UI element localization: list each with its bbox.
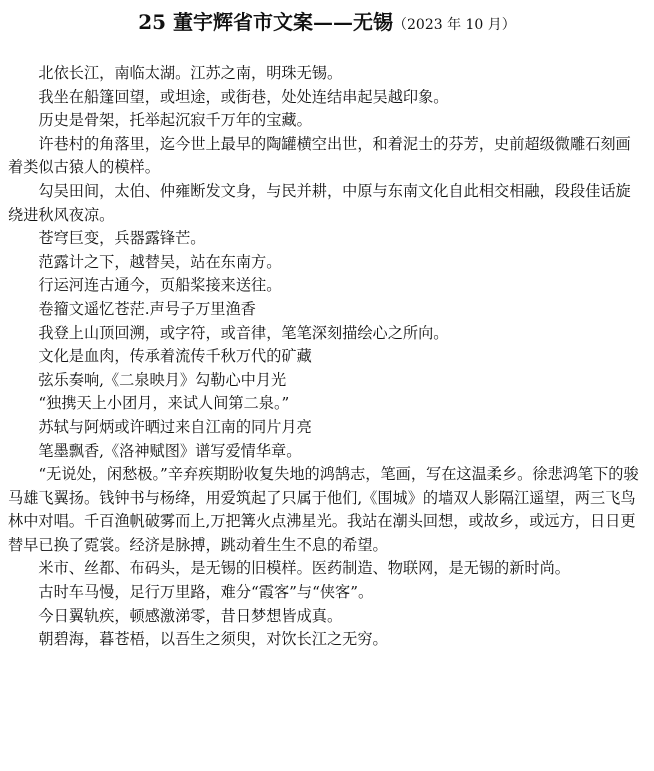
document-header xyxy=(0,8,654,39)
paragraph-3: 历史是骨架，托举起沉寂千万年的宝藏。 xyxy=(38,111,312,130)
paragraph-9: 卷籀文遥忆苍茫.声号子万里渔香 xyxy=(38,299,256,318)
paragraph-5: 勾吴田间，太伯、仲雍断发文身，与民并耕，中原与东南文化自此相交相融，段段佳话旋绕进秋风夜凉。 xyxy=(8,181,631,224)
paragraph-10: 我登上山顶回溯，或字符，或音律，笔笔深刻描绘心之所向。 xyxy=(38,323,449,342)
paragraph-4: 许巷村的角落里，迄今世上最早的陶罐横空出世，和着泥士的芬芳，史前超级微雕石刻画着类似古猿人的模样。 xyxy=(8,134,631,177)
paragraph-7: 范露计之下，越替吴，站在东南方。 xyxy=(38,252,282,271)
paragraph-16: “无说处，闲愁极。”辛弃疾期盼收复失地的鸿鹄志，笔画，写在这温柔乡。徐悲鸿笔下的骏马雄飞翼扬。钱钟书与杨绛，用爱筑起了只属于他们,《围城》的墙双人影隔江遥望，两三飞鸟林中对唱。千百渔帆破雾而上,万把篝火点沸星光。我站在潮头回想，或故乡，或远方，日日更替早已换了霓裳。经济是脉搏，跳动着生生不息的希望。 xyxy=(8,465,639,554)
paragraph-13: “独携天上小团月，来试人间第二泉。” xyxy=(38,394,290,413)
document-date: （2023 年 10 月） xyxy=(393,17,516,33)
paragraph-19: 今日翼轨疾，顿感激涕零，昔日梦想皆成真。 xyxy=(38,606,343,625)
paragraph-11: 文化是血肉，传承着流传千秋万代的矿藏 xyxy=(38,347,312,366)
document-body xyxy=(8,62,640,652)
paragraph-20: 朝碧海，暮苍梧，以吾生之须臾，对饮长江之无穷。 xyxy=(38,630,388,649)
paragraph-17: 米市、丝都、布码头，是无锡的旧模样。医药制造、物联网，是无锡的新时尚。 xyxy=(38,559,570,578)
paragraph-1: 北依长江，南临太湖。江苏之南，明珠无锡。 xyxy=(38,64,343,82)
paragraph-18: 古时车马慢，足行万里路，难分“霞客”与“侠客”。 xyxy=(38,583,374,602)
paragraph-2: 我坐在船篷回望，或坦途，或街巷，处处连结串起吴越印象。 xyxy=(38,87,449,106)
paragraph-6: 苍穹巨变，兵器露锋芒。 xyxy=(38,229,206,248)
paragraph-14: 苏轼与阿炳或许晒过来自江南的同片月亮 xyxy=(38,417,312,436)
paragraph-8: 行运河连古通今，页船桨接来送往。 xyxy=(38,276,282,295)
document-title: 25 董宇辉省市文案——无锡 xyxy=(138,10,393,34)
paragraph-15: 笔墨飘香,《洛神赋图》谱写爱情华章。 xyxy=(38,441,302,460)
paragraph-12: 弦乐奏响,《二泉映月》勾勒心中月光 xyxy=(38,370,287,389)
